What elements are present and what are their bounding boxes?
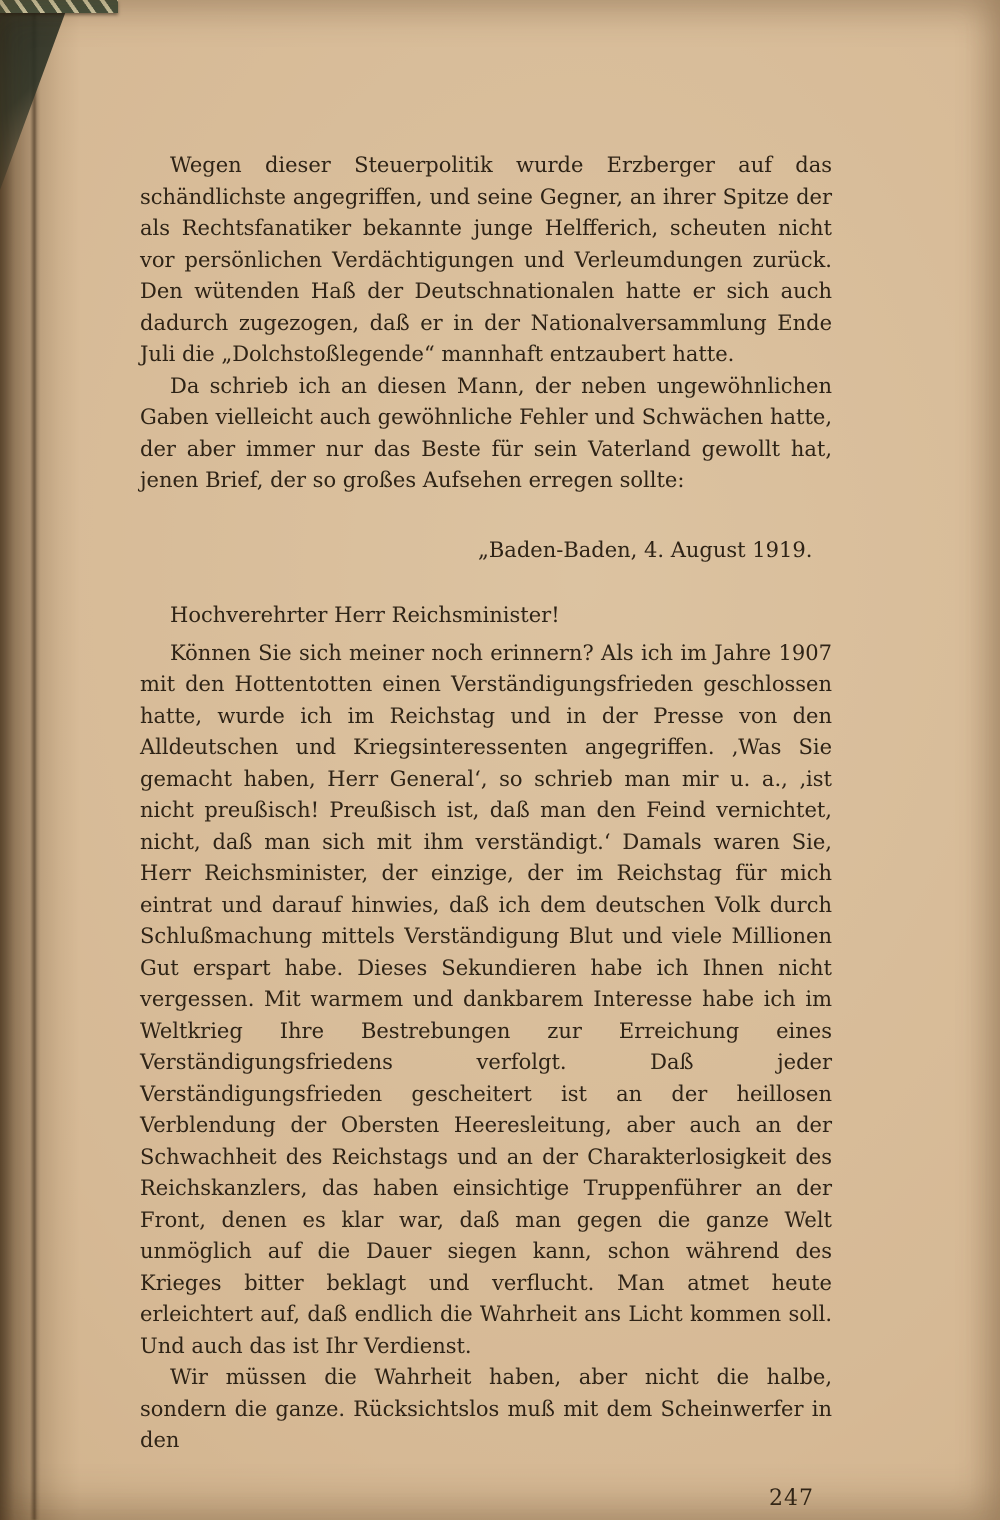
page-text-block [140,150,832,1514]
paragraph: Da schrieb ich an diesen Mann, der neben ungewöhnlichen Gaben vielleicht auch gewöhnliche Fehler und Schwächen hatte, der aber immer nur das Beste für sein Vaterland gewollt hat, jenen Brief, der so großes Aufsehen erregen sollte: [140,373,832,492]
book-headband-decoration [0,0,118,13]
binding-gutter-shadow [0,0,80,1520]
paragraph: Können Sie sich meiner noch erinnern? Als ich im Jahre 1907 mit den Hottentotten einen Verständigungsfrieden geschlossen hatte, wurde ich im Reichstag und in der Presse von den Alldeutschen und Kriegsinteressenten angegriffen. ‚Was Sie gemacht haben, Herr General‘, so schrieb man mir u. a., ‚ist nicht preußisch! Preußisch ist, daß man den Feind vernichtet, nicht, daß man sich mit ihm verständigt.‘ Damals waren Sie, Herr Reichsminister, der einzige, der im Reichstag für mich eintrat und darauf hinwies, daß ich dem deutschen Volk durch Schlußmachung mittels Verständigung Blut und viele Millionen Gut erspart habe. Dieses Sekundieren habe ich Ihnen nicht vergessen. Mit warmem und dankbarem Interesse habe ich im Weltkrieg Ihre Bestrebungen zur Erreichung eines Verständigungsfriedens verfolgt. Daß jeder Verständigungsfrieden gescheitert ist an der heillosen Verblendung der Obersten Heeresleitung, aber auch an der Schwachheit des Reichstags und an der Charakterlosigkeit des Reichskanzlers, das haben einsichtige Truppenführer an der Front, denen es klar war, daß man gegen die ganze Welt unmöglich auf die Dauer siegen kann, schon während des Krieges bitter beklagt und verflucht. Man atmet heute erleichtert auf, daß endlich die Wahrheit ans Licht kommen soll. Und auch das ist Ihr Verdienst. [140,640,832,1358]
paragraph: Wegen dieser Steuerpolitik wurde Erzberger auf das schändlichste angegriffen, und seine Gegner, an ihrer Spitze der als Rechtsfanatiker bekannte junge Helfferich, scheuten nicht vor persönlichen Verdächtigungen und Verleumdungen zurück. Den wütenden Haß der Deutschnationalen hatte er sich auch dadurch zugezogen, daß er in der Nationalversammlung Ende Juli die „Dolchstoßlegende“ mannhaft entzaubert hatte. [140,153,832,366]
page-fold-line [30,0,40,1520]
paragraph: Wir müssen die Wahrheit haben, aber nicht die halbe, sondern die ganze. Rücksichtslos muß mit dem Scheinwerfer in den [140,1365,832,1452]
letter-salutation: Hochverehrter Herr Reichsminister! [170,603,560,627]
letter-dateline: „Baden-Baden, 4. August 1919. [478,537,813,562]
page-number: 247 [769,1485,814,1511]
